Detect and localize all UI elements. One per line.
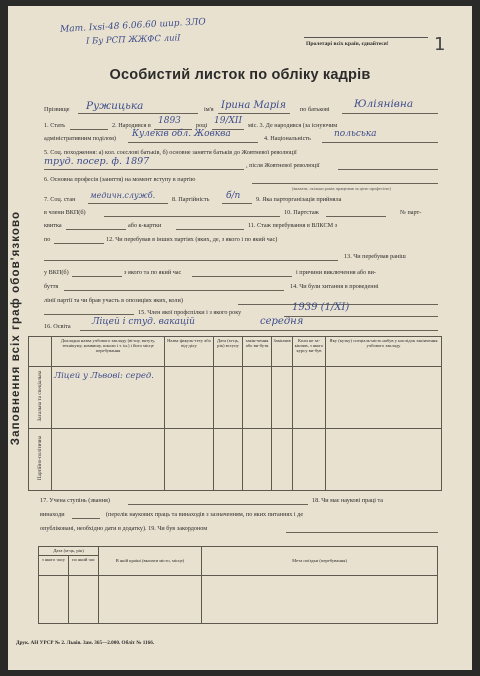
expelled-time-line xyxy=(192,276,292,277)
surname-line xyxy=(78,113,198,114)
education-level-value: середня xyxy=(260,316,304,327)
party-label: 8. Партійність xyxy=(172,196,210,203)
edu-row-general-value: Ліцей у Львові: серед. xyxy=(54,371,154,381)
edu-header-institution: Докладна назва учбового закладу (ві-шу, вктузу, технікуму, комвишу, школи і т. ін.) і його місце перебування xyxy=(52,337,165,367)
table-row xyxy=(39,576,438,624)
side-title: Заповнення всіх граф обов'язково xyxy=(10,210,22,446)
edu-header-not-completed: Коли не за-кінчив, з якого курсу ви-був xyxy=(293,337,326,367)
abroad-line xyxy=(286,532,438,533)
birth-year-value: 1893 xyxy=(158,116,181,126)
works-text-2: опубліковані, необхідно дати в додатку). 19. Чи був закордоном xyxy=(40,525,208,532)
print-footer: Друк. АН УРСР № 2. Львів. Зам. 365—2.000. Обліт № 1166. xyxy=(16,640,155,646)
nationality-value: польська xyxy=(334,129,377,139)
form-title: Особистий листок по обліку кадрів xyxy=(109,67,371,83)
nationality-label: 4. Національність xyxy=(264,135,311,142)
inventions-line xyxy=(72,518,100,519)
name-value: Ірина Марія xyxy=(221,100,286,111)
union-label: 15. Член якої профспілки і з якого року xyxy=(138,309,242,316)
party-org-label: 9. Яка парторганізація прийняла xyxy=(256,196,342,203)
sex-line xyxy=(70,129,108,130)
union-line xyxy=(284,316,438,317)
birthplace-label: міс. 3. Де народився (за існуючим xyxy=(248,122,338,129)
other-party-line xyxy=(44,260,338,261)
edu-header-completed: Закінчив xyxy=(272,337,293,367)
patronymic-value: Юліянівна xyxy=(354,98,414,110)
wavering-label: 14. Чи були хитання в проведенні xyxy=(290,283,379,290)
motto: Пролетарі всіх країн, єднайтеся! xyxy=(306,41,389,47)
expelled-out-label: буття xyxy=(44,283,59,290)
after-revolution-line xyxy=(338,169,438,170)
abroad-header-date: Дата (м-ць, рік) xyxy=(39,547,99,556)
after-revolution-label: , після Жовтневої революції xyxy=(246,162,320,169)
card-or-label: або к-картки xyxy=(128,222,162,229)
social-status-line xyxy=(88,203,168,204)
page-number: 1 xyxy=(434,34,446,55)
member-line xyxy=(104,216,280,217)
works-label: 18. Чи має наукові праці та xyxy=(312,497,384,504)
expelled-reasons-label: і причини виключення або ви- xyxy=(296,269,376,276)
table-row xyxy=(29,429,442,491)
wavering-text: лінії партії та чи брав участь в опозиціях яких, коли) xyxy=(44,297,183,304)
name-line xyxy=(218,113,290,114)
other-party-label: 12. Чи перебував в інших партіях (яких, де, з якого і по який час) xyxy=(106,236,278,243)
year-word: році xyxy=(196,122,208,129)
header-handwritten-note-1: Мат. І‍хѕі-48 6.06.60 шир. ЗЛО xyxy=(59,17,207,35)
edu-row-general-label: Загальна та спеціальна xyxy=(37,370,43,422)
partbook-line xyxy=(326,216,386,217)
profession-line xyxy=(252,183,438,184)
expelled-label: 13. Чи перебував раніш xyxy=(344,253,406,260)
expelled-out-line xyxy=(64,290,284,291)
birthplace-value: Кулеків обл. Жовква xyxy=(132,129,231,139)
education-table xyxy=(28,336,442,491)
abroad-table xyxy=(38,546,438,624)
profession-note: (вказати, скільки років працював за цією професією) xyxy=(292,186,391,191)
edu-header-finish: закін-чення або ви-бутя xyxy=(243,337,272,367)
party-value: б/п xyxy=(226,191,241,201)
card-or-line xyxy=(176,229,244,230)
card-label: квитка xyxy=(44,222,62,229)
expelled-vkp-line xyxy=(72,276,122,277)
card-line xyxy=(66,229,126,230)
header-handwritten-note-2: І Бу РСП ЖЖФС лиіІ xyxy=(85,33,181,47)
komsomol-label: 11. Стаж перебування в ВЛКСМ з xyxy=(248,222,338,229)
name-label: ім'я xyxy=(204,106,214,113)
social-origin-line xyxy=(44,169,244,170)
social-origin-value: труд. посер. ф. 1897 xyxy=(44,156,150,167)
patronymic-label: по батькові xyxy=(300,106,330,113)
expelled-time-label: з якого та по який час xyxy=(124,269,182,276)
wavering-line-2 xyxy=(44,314,134,315)
works-text: (перелік наукових праць та винаходів з зазначенням, по яких питаннях і де xyxy=(106,511,304,518)
social-origin-label: 5. Соц. походження: а) кол. соєслові батьків, б) основне заняття батьків до Жовтневої революції xyxy=(44,149,297,156)
admin-division-label: адміністративним поділом) xyxy=(44,135,116,142)
personnel-record-sheet xyxy=(8,6,472,670)
komsomol-to-line xyxy=(54,243,104,244)
abroad-header-country: В якій країні (вказати місто, місце) xyxy=(99,547,202,576)
education-line xyxy=(80,330,438,331)
social-status-label: 7. Соц. стан xyxy=(44,196,76,203)
surname-label: Прізвище xyxy=(44,106,70,113)
partbook-label: 10. Партстаж xyxy=(284,209,319,216)
degree-line xyxy=(128,504,308,505)
education-value: Ліцей і студ. вакацій xyxy=(92,317,195,327)
patronymic-line xyxy=(342,113,438,114)
abroad-header-purpose: Мета поїздки (перебування) xyxy=(202,547,438,576)
abroad-header-to: по який час xyxy=(69,556,99,576)
birthplace-line xyxy=(128,142,258,143)
sex-label: 1. Стать xyxy=(44,122,66,129)
education-label: 16. Освіта xyxy=(44,323,71,330)
party-line xyxy=(222,203,252,204)
edu-header-faculty: Назва факуль-тету або від-ділу xyxy=(165,337,214,367)
social-status-value: медичн.служб. xyxy=(90,191,156,200)
birth-day-value: 19/XII xyxy=(214,116,243,126)
table-row xyxy=(29,367,442,429)
surname-value: Ружицька xyxy=(86,100,144,112)
union-value: 1939 (1/XI) xyxy=(292,302,350,313)
nationality-line xyxy=(322,142,438,143)
profession-label: 6. Основна професія (заняття) на момент вступу в партію xyxy=(44,176,196,183)
abroad-header-from: з якого часу xyxy=(39,556,69,576)
partbook-number-label: № парт- xyxy=(400,209,422,216)
expelled-vkp-label: у ВКП(б) xyxy=(44,269,69,276)
degree-label: 17. Учена ступінь (звання) xyxy=(40,497,110,504)
inventions-label: винаходи xyxy=(40,511,65,518)
komsomol-to-label: по xyxy=(44,236,51,243)
edu-header-entry: Дата (м-ць, рік) вступу xyxy=(214,337,243,367)
member-label: в члени ВКП(б) xyxy=(44,209,86,216)
edu-header-specialty: Яку (кузку) спеціаль-ність набув у наслідок закінчення учбового закладу xyxy=(326,337,442,367)
motto-rule xyxy=(304,37,428,38)
edu-row-party-label: Партійно-політична xyxy=(37,435,43,481)
birth-label: 2. Народився в xyxy=(112,122,151,129)
